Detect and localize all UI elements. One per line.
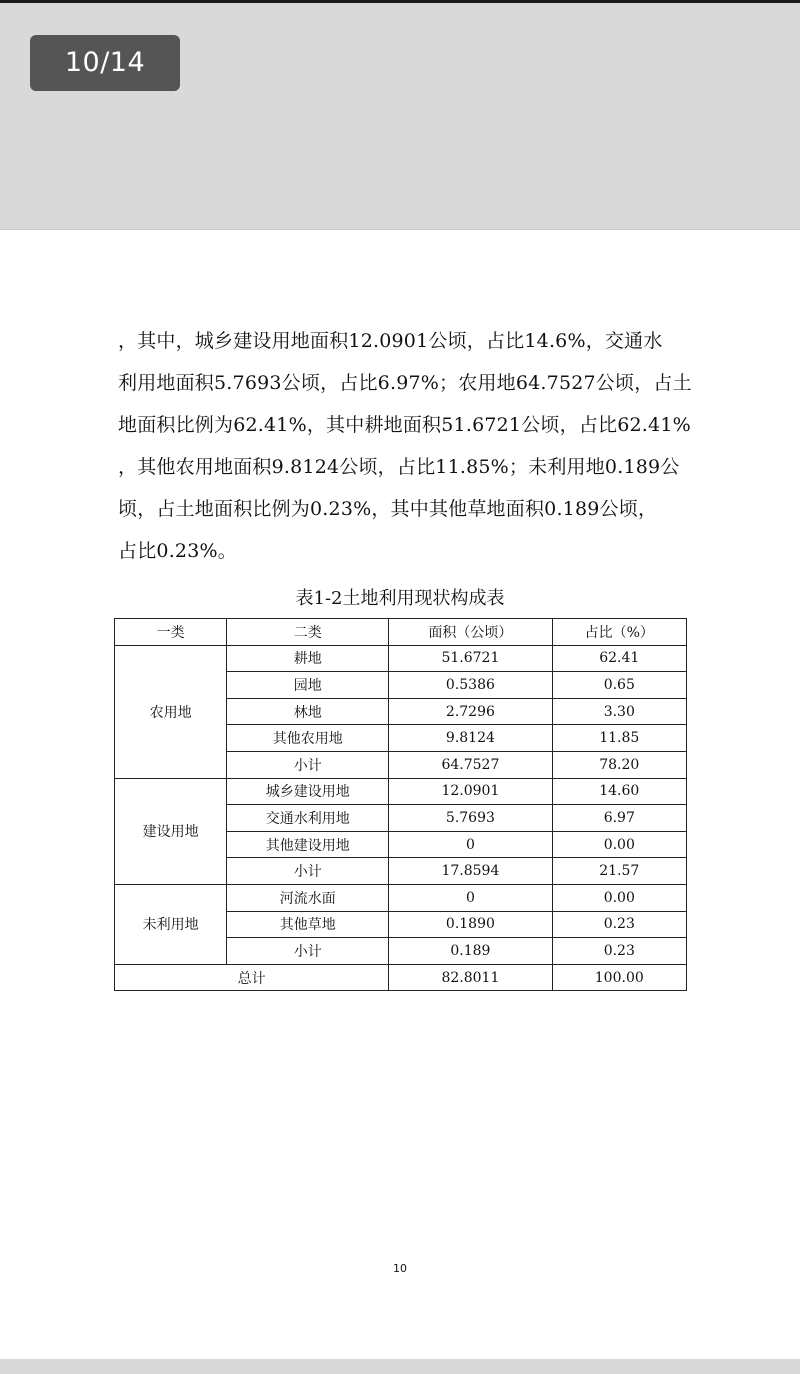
category-cell: 建设用地 bbox=[115, 778, 227, 884]
subcategory-cell: 其他农用地 bbox=[227, 725, 389, 752]
table-total-row bbox=[115, 964, 687, 991]
area-cell: 0 bbox=[389, 831, 552, 858]
subcategory-cell: 其他建设用地 bbox=[227, 831, 389, 858]
area-cell: 0.1890 bbox=[389, 911, 552, 938]
subcategory-cell: 其他草地 bbox=[227, 911, 389, 938]
percent-cell: 14.60 bbox=[552, 778, 686, 805]
subcategory-cell: 交通水利用地 bbox=[227, 805, 389, 832]
paragraph-line: 地面积比例为62.41%，其中耕地面积51.6721公顷，占比62.41% bbox=[118, 414, 691, 436]
subcategory-cell: 城乡建设用地 bbox=[227, 778, 389, 805]
total-area-cell: 82.8011 bbox=[389, 964, 552, 991]
percent-cell: 0.23 bbox=[552, 938, 686, 965]
percent-cell: 6.97 bbox=[552, 805, 686, 832]
header-cell: 占比（%） bbox=[552, 619, 686, 646]
percent-cell: 0.00 bbox=[552, 831, 686, 858]
page-number: 10 bbox=[393, 1262, 407, 1275]
paragraph-line: ，其他农用地面积9.8124公顷，占比11.85%；未利用地0.189公 bbox=[118, 456, 680, 478]
land-use-table bbox=[114, 618, 687, 991]
subcategory-cell: 小计 bbox=[227, 858, 389, 885]
area-cell: 51.6721 bbox=[389, 645, 552, 672]
subcategory-cell: 河流水面 bbox=[227, 884, 389, 911]
paragraph-line: 顷，占土地面积比例为0.23%，其中其他草地面积0.189公顷， bbox=[118, 498, 658, 520]
area-cell: 17.8594 bbox=[389, 858, 552, 885]
total-label-cell: 总计 bbox=[115, 964, 389, 991]
table-row bbox=[115, 778, 687, 805]
subcategory-cell: 耕地 bbox=[227, 645, 389, 672]
area-cell: 0 bbox=[389, 884, 552, 911]
paragraph-line: 占比0.23%。 bbox=[118, 540, 237, 562]
status-bar-edge bbox=[0, 0, 800, 3]
header-cell: 一类 bbox=[115, 619, 227, 646]
header-cell: 二类 bbox=[227, 619, 389, 646]
subcategory-cell: 园地 bbox=[227, 672, 389, 699]
percent-cell: 11.85 bbox=[552, 725, 686, 752]
subcategory-cell: 林地 bbox=[227, 698, 389, 725]
subcategory-cell: 小计 bbox=[227, 938, 389, 965]
paragraph-line: 利用地面积5.7693公顷，占比6.97%；农用地64.7527公顷，占土 bbox=[118, 372, 692, 394]
percent-cell: 0.23 bbox=[552, 911, 686, 938]
table-row bbox=[115, 645, 687, 672]
body-paragraph bbox=[118, 320, 692, 572]
viewer-bottom-strip bbox=[0, 1359, 800, 1374]
percent-cell: 78.20 bbox=[552, 751, 686, 778]
table-header-row bbox=[115, 619, 687, 646]
area-cell: 0.5386 bbox=[389, 672, 552, 699]
percent-cell: 62.41 bbox=[552, 645, 686, 672]
percent-cell: 0.00 bbox=[552, 884, 686, 911]
area-cell: 5.7693 bbox=[389, 805, 552, 832]
percent-cell: 21.57 bbox=[552, 858, 686, 885]
area-cell: 2.7296 bbox=[389, 698, 552, 725]
area-cell: 64.7527 bbox=[389, 751, 552, 778]
category-cell: 农用地 bbox=[115, 645, 227, 778]
paragraph-line: ，其中，城乡建设用地面积12.0901公顷，占比14.6%，交通水 bbox=[118, 330, 663, 352]
area-cell: 9.8124 bbox=[389, 725, 552, 752]
subcategory-cell: 小计 bbox=[227, 751, 389, 778]
category-cell: 未利用地 bbox=[115, 884, 227, 964]
header-cell: 面积（公顷） bbox=[389, 619, 552, 646]
page-indicator: 10/14 bbox=[30, 35, 180, 91]
area-cell: 12.0901 bbox=[389, 778, 552, 805]
total-percent-cell: 100.00 bbox=[552, 964, 686, 991]
table-caption: 表1-2土地利用现状构成表 bbox=[295, 588, 505, 609]
percent-cell: 3.30 bbox=[552, 698, 686, 725]
percent-cell: 0.65 bbox=[552, 672, 686, 699]
area-cell: 0.189 bbox=[389, 938, 552, 965]
table-row bbox=[115, 884, 687, 911]
